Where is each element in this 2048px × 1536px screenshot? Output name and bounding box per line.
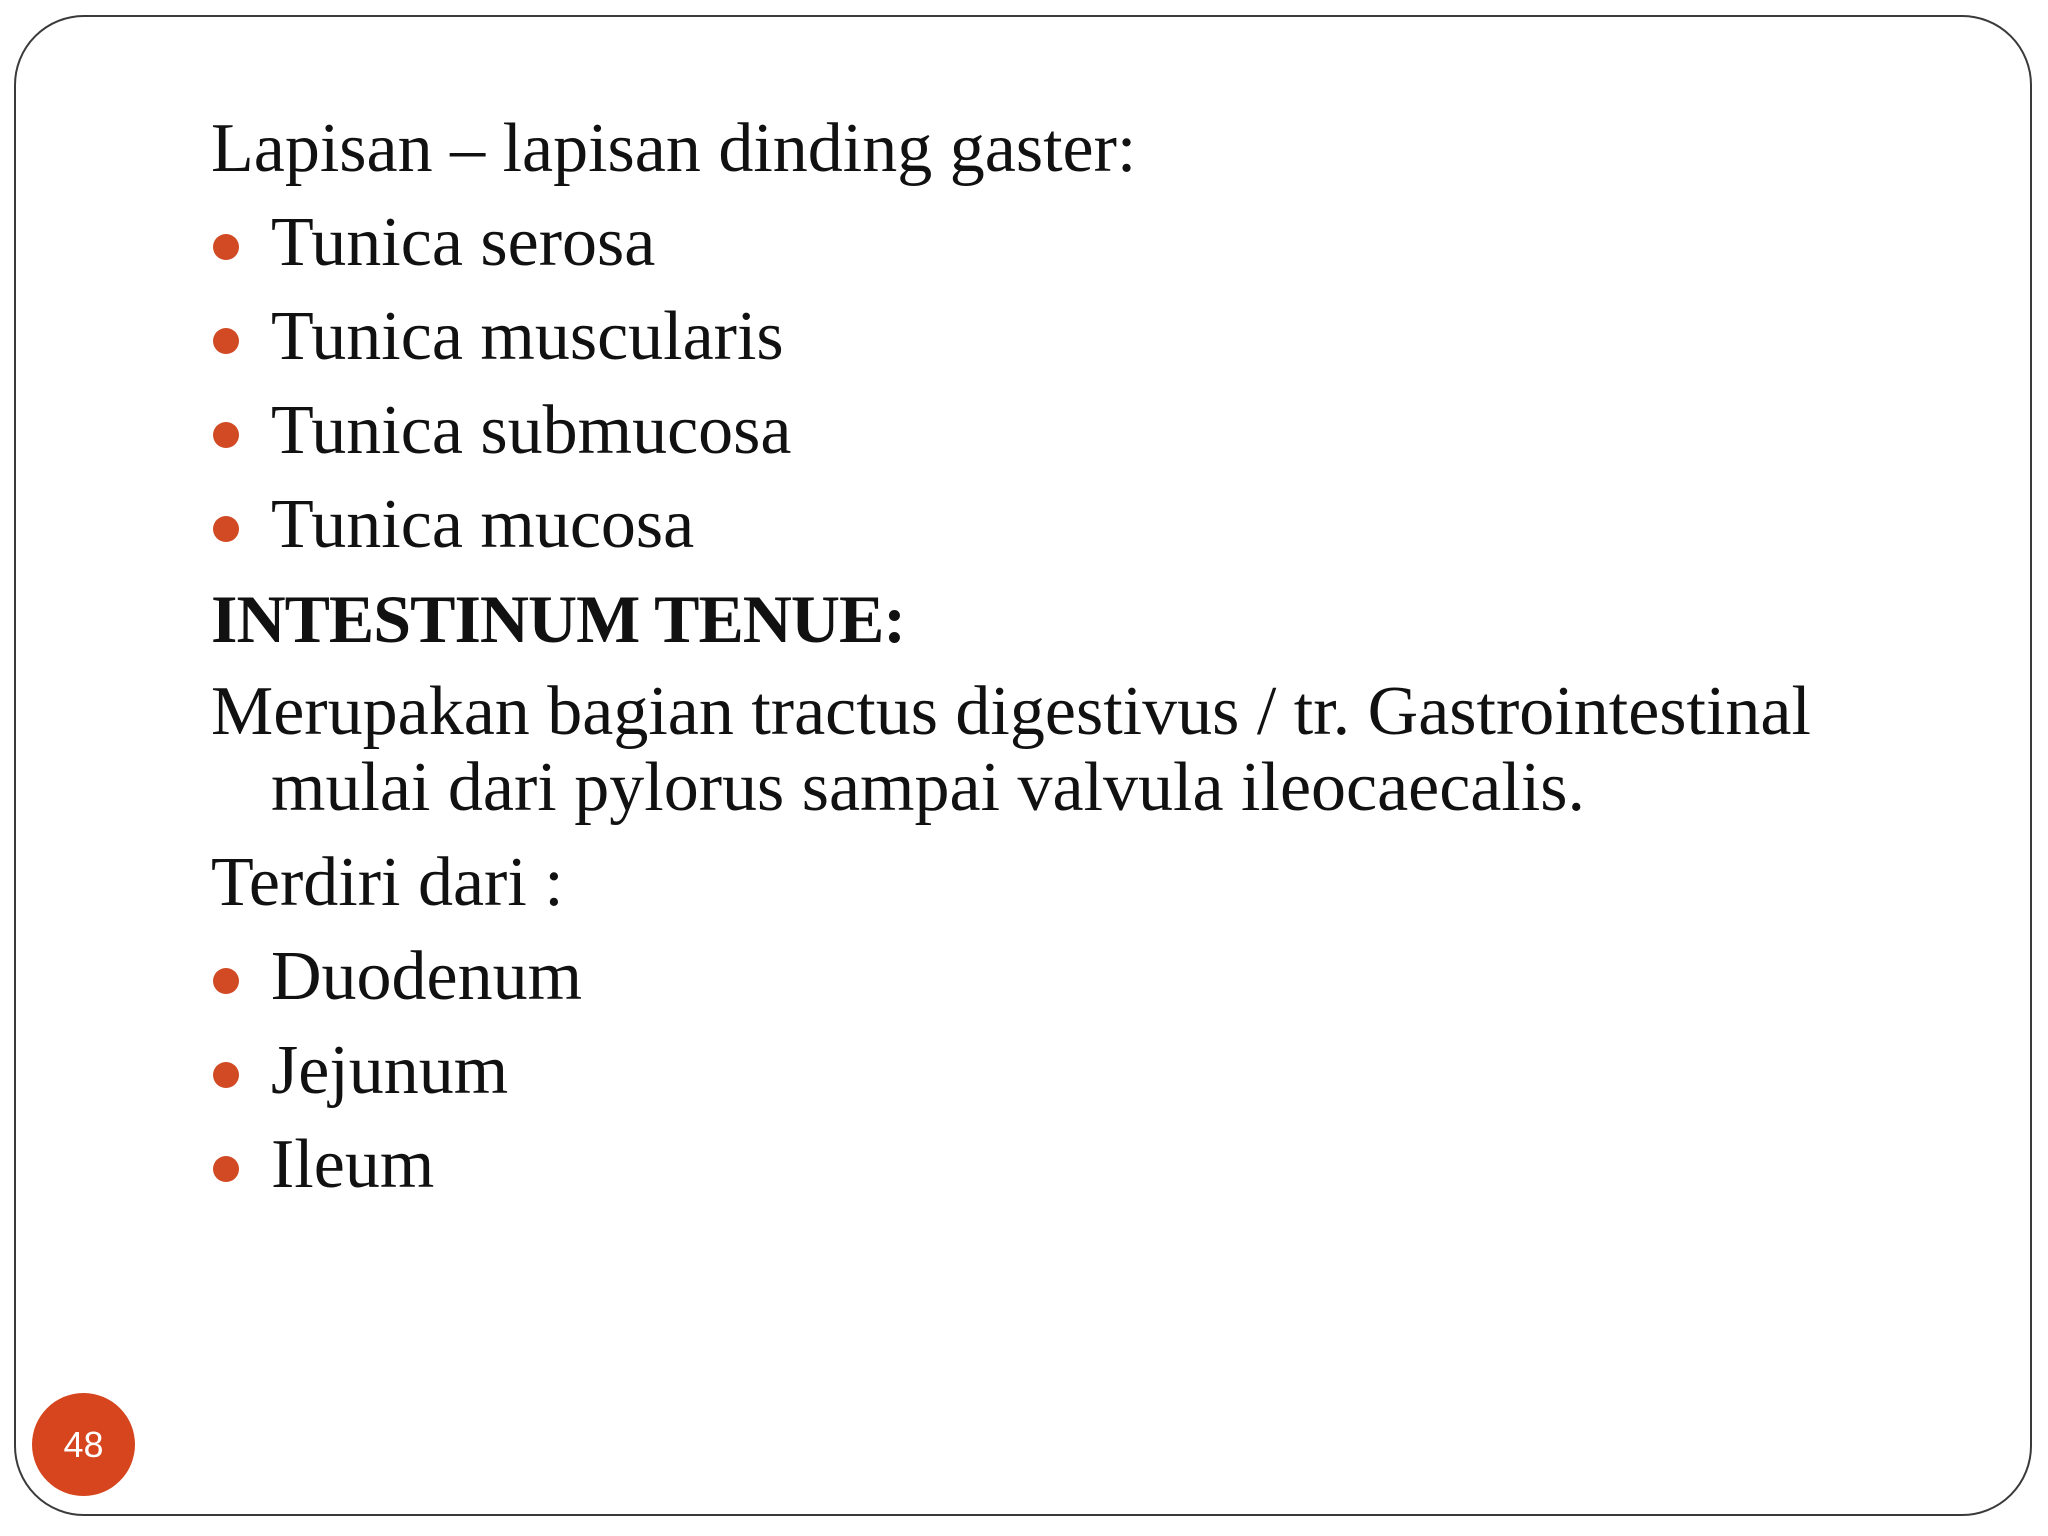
list-item-label: Ileum <box>271 1126 435 1203</box>
bullet-dot-icon <box>213 1062 239 1088</box>
intestine-parts-list <box>211 930 1971 1212</box>
slide-content <box>211 102 1971 1212</box>
bullet-dot-icon <box>213 328 239 354</box>
intro-line: Lapisan – lapisan dinding gaster: <box>211 110 1137 187</box>
page-number: 48 <box>63 1423 104 1465</box>
bullet-dot-icon <box>213 1156 239 1182</box>
list-item-label: Duodenum <box>271 938 583 1015</box>
parts-intro: Terdiri dari : <box>211 844 564 921</box>
bullet-dot-icon <box>213 968 239 994</box>
bullet-dot-icon <box>213 234 239 260</box>
list-item-label: Tunica muscularis <box>271 298 784 375</box>
list-item <box>211 930 1971 1024</box>
list-item-label: Tunica serosa <box>271 204 656 281</box>
list-item <box>211 196 1971 290</box>
section-heading: INTESTINUM TENUE: <box>211 581 906 657</box>
list-item <box>211 478 1971 572</box>
list-item <box>211 290 1971 384</box>
bullet-dot-icon <box>213 422 239 448</box>
list-item <box>211 1024 1971 1118</box>
list-item-label: Tunica submucosa <box>271 392 792 469</box>
list-item-label: Jejunum <box>271 1032 509 1109</box>
gaster-layers-list <box>211 196 1971 572</box>
description-paragraph: Merupakan bagian tractus digestivus / tr. Gastrointestinal mulai dari pylorus sampai valvula ileocaecalis. <box>211 673 1811 826</box>
page-number-badge <box>32 1393 135 1496</box>
bullet-dot-icon <box>213 516 239 542</box>
list-item-label: Tunica mucosa <box>271 486 695 563</box>
list-item <box>211 1118 1971 1212</box>
list-item <box>211 384 1971 478</box>
